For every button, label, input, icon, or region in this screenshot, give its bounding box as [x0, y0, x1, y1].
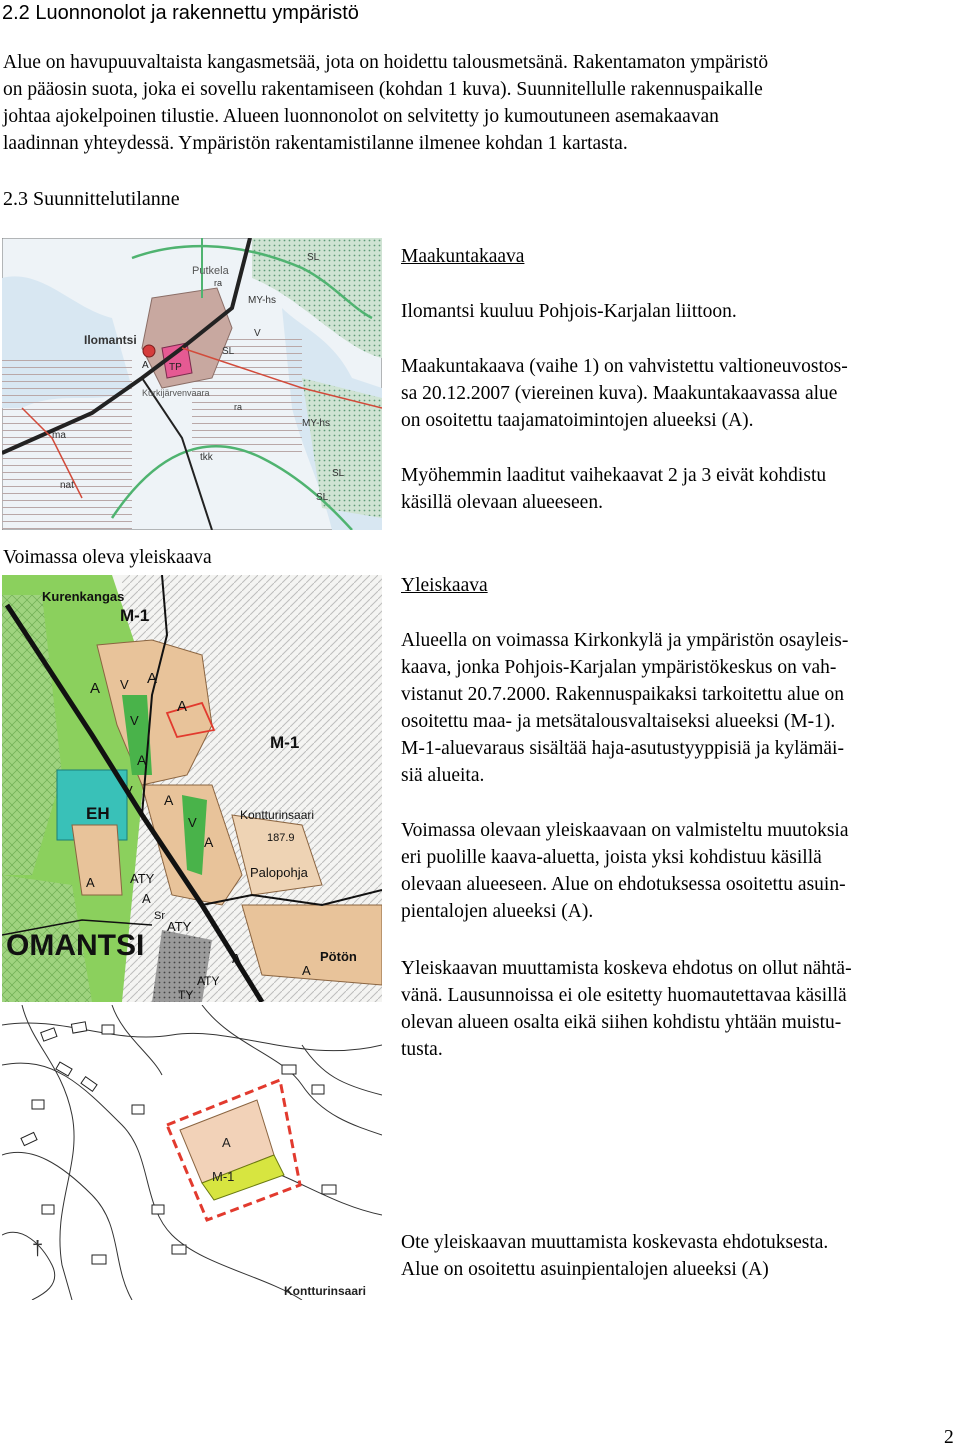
caption-line: Alue on osoitettu asuinpientalojen alueeksi (A) [401, 1259, 769, 1280]
paragraph-line: on osoitettu taajamatoimintojen alueeksi (A). [401, 410, 754, 431]
map-label: SL [332, 468, 345, 479]
map-label: Ilomantsi [84, 333, 137, 347]
map-label: V [124, 783, 133, 798]
yleiskaava-map [2, 575, 382, 1002]
paragraph-line: Maakuntakaava (vaihe 1) on vahvistettu valtioneuvostos- [401, 356, 848, 377]
map-label: V [188, 815, 197, 830]
map-label: A [137, 752, 147, 768]
paragraph-line: vistanut 20.7.2000. Rakennuspaikaksi tarkoitettu alue on [401, 684, 845, 705]
map-label: A [222, 1135, 231, 1150]
map-label: TY [178, 988, 194, 1002]
maakuntakaava-title: Maakuntakaava [401, 246, 525, 267]
yleiskaava-map-caption: Voimassa oleva yleiskaava [3, 547, 212, 568]
heading-2-3: 2.3 Suunnittelutilanne [3, 188, 180, 210]
map-label: OMANTSI [6, 929, 145, 962]
maakuntakaava-map [2, 238, 382, 530]
paragraph-line: vänä. Lausunnoissa ei ole esitetty huomautettavaa käsillä [401, 985, 847, 1006]
yleiskaava-title: Yleiskaava [401, 575, 488, 596]
map-label: Palopohja [250, 865, 308, 880]
paragraph-line: olevan alueen osalta eikä siihen kohdistu yhtään muistu- [401, 1012, 842, 1033]
map-label: A [147, 670, 158, 687]
map-label: M-1 [270, 733, 300, 752]
paragraph-line: Voimassa olevaan yleiskaavaan on valmisteltu muutoksia [401, 820, 849, 841]
map-label: TP [169, 362, 182, 373]
map-label: M-1 [212, 1169, 235, 1184]
paragraph-line: olevaan alueeseen. Alue on ehdotuksessa osoitettu asuin- [401, 874, 846, 895]
map-label: A [164, 792, 174, 808]
map-label: SL [222, 346, 235, 357]
map-label: MY-hs [248, 295, 276, 306]
map-label: ATY [167, 919, 192, 934]
map-label: A [204, 834, 214, 850]
map-label: Kurenkangas [42, 589, 125, 604]
caption-line: Ote yleiskaavan muuttamista koskevasta ehdotuksesta. [401, 1232, 829, 1253]
map-label: ra [214, 278, 223, 288]
paragraph-line: Yleiskaavan muuttamista koskeva ehdotus on ollut nähtä- [401, 958, 852, 979]
map-label: ma [52, 430, 66, 441]
map-label: V [130, 713, 139, 728]
map-label: Kontturinsaari [284, 1284, 367, 1298]
map-label: M-1 [120, 606, 150, 625]
paragraph-line: Alue on havupuuvaltaista kangasmetsää, jota on hoidettu talousmetsänä. Rakentamaton ympäristö [3, 52, 769, 73]
map-label: A [142, 360, 149, 371]
map-label: A [90, 680, 101, 697]
paragraph-line: sa 20.12.2007 (viereinen kuva). Maakuntakaavassa alue [401, 383, 838, 404]
map-label: SL [316, 492, 329, 503]
map-label: V [120, 677, 129, 692]
paragraph-line: eri puolille kaava-aluetta, joista yksi kohdistuu käsillä [401, 847, 822, 868]
maakuntakaava-paragraph-1: Ilomantsi kuuluu Pohjois-Karjalan liittoon. [401, 301, 737, 322]
paragraph-line: Alueella on voimassa Kirkonkylä ja ympäristön osayleis- [401, 630, 849, 651]
paragraph-line: käsillä olevaan alueeseen. [401, 492, 603, 513]
paragraph-line: johtaa ajokelpoinen tilustie. Alueen luonnonolot on selvitetty jo kumoutuneen asemakaavan [3, 106, 719, 127]
paragraph-line: kaava, jonka Pohjois-Karjalan ympäristökeskus on vah- [401, 657, 837, 678]
paragraph-line: Myöhemmin laaditut vaihekaavat 2 ja 3 eivät kohdistu [401, 465, 827, 486]
heading-2-2: 2.2 Luonnonolot ja rakennettu ympäristö [2, 2, 359, 24]
paragraph-line: siä alueita. [401, 765, 485, 786]
cross-icon: † [32, 1238, 44, 1260]
map-label: A [302, 963, 311, 978]
map-label: A [86, 875, 95, 890]
map-label: Kontturinsaari [240, 808, 315, 822]
paragraph-line: tusta. [401, 1039, 443, 1060]
page-number: 2 [944, 1427, 954, 1448]
map-label: A [177, 698, 188, 715]
map-label: A [232, 951, 241, 966]
paragraph-line: osoitettu maa- ja metsätalousvaltaiseksi alueeksi (M-1). [401, 711, 836, 732]
map-label: Sr [154, 910, 165, 922]
paragraph-line: on pääosin suota, joka ei sovellu rakentamiseen (kohdan 1 kuva). Suunnitellulle rakennuspaikalle [3, 79, 763, 100]
paragraph-line: pientalojen alueeksi (A). [401, 901, 594, 922]
map-label: MY-hs [302, 418, 330, 429]
map-label: A [142, 891, 151, 906]
map-label: Putkela [192, 265, 229, 277]
map-label: EH [86, 804, 110, 823]
map-label: nat [60, 480, 74, 491]
map-label: SL [307, 252, 320, 263]
paragraph-line: M-1-aluevaraus sisältää haja-asutustyyppisiä ja kylämäi- [401, 738, 844, 759]
paragraph-line: laadinnan yhteydessä. Ympäristön rakentamistilanne ilmenee kohdan 1 kartasta. [3, 133, 628, 154]
map-label: tkk [200, 452, 213, 463]
map-label: Pötön [320, 949, 357, 964]
map-label: Kurkijärvenvaara [142, 388, 210, 398]
map-label: V [254, 328, 261, 339]
ehdotus-map [2, 1005, 382, 1300]
map-label: ra [234, 402, 243, 412]
map-label: ATY [197, 974, 220, 988]
map-label: ATY [130, 871, 155, 886]
map-label: 187.9 [267, 832, 295, 844]
